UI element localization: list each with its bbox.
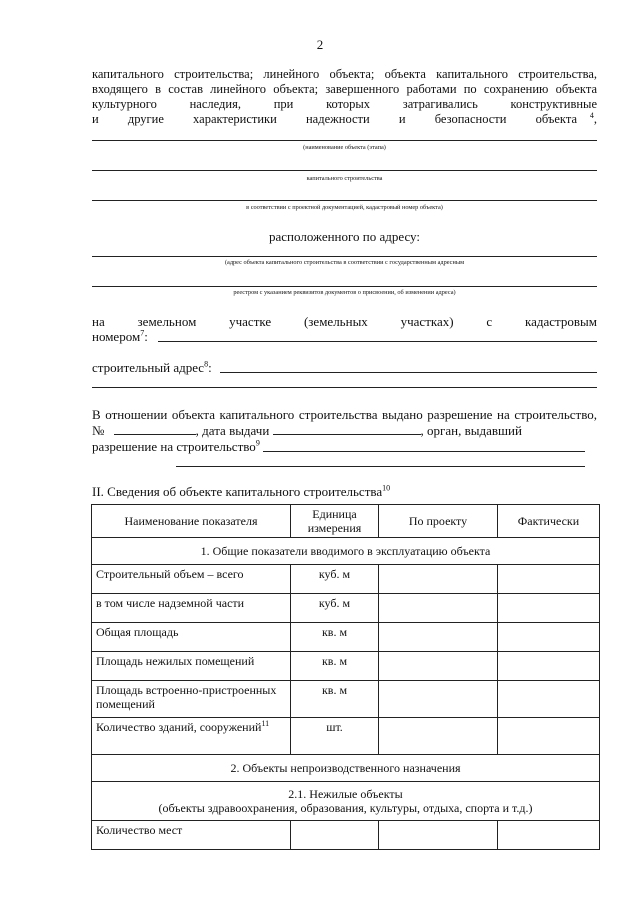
table-row xyxy=(92,594,600,623)
object-info-table xyxy=(91,504,600,850)
intro-line-1: капитального строительства; линейного объекта; объекта капитального строительства, xyxy=(92,67,597,81)
table-row xyxy=(92,681,600,718)
project-value-cell[interactable] xyxy=(379,652,498,681)
header-actual: Фактически xyxy=(498,505,600,538)
table-row xyxy=(92,565,600,594)
land-plot-label: номером xyxy=(92,329,141,344)
permit-issuer-field-2[interactable] xyxy=(176,466,585,467)
intro-line-4 xyxy=(92,112,597,127)
table-row xyxy=(92,652,600,681)
header-project: По проекту xyxy=(379,505,498,538)
page-number: 2 xyxy=(316,37,324,52)
construction-address: строительный адрес$^8$: xyxy=(92,359,212,375)
construction-address-field-2[interactable] xyxy=(92,387,597,388)
intro-line-2: входящего в состав линейного объекта; завершенного работами по сохранению объекта xyxy=(92,82,597,96)
actual-value-cell[interactable] xyxy=(498,821,600,850)
actual-value-cell[interactable] xyxy=(498,718,600,755)
cadastral-number-field[interactable] xyxy=(158,341,597,342)
project-value-cell[interactable] xyxy=(379,565,498,594)
row-unit: куб. м xyxy=(291,594,379,623)
intro-line-4-words xyxy=(92,112,577,127)
subsection-title: 2.1. Нежилые объекты xyxy=(288,787,403,801)
header-unit: Единица измерения xyxy=(291,505,379,538)
row-unit: куб. м xyxy=(291,565,379,594)
row-unit: кв. м xyxy=(291,652,379,681)
row-name: Количество зданий, сооружений$^{11}$ xyxy=(92,718,291,755)
caption-address-1: (адрес объекта капитального строительства в соответствии с государственным адресным xyxy=(224,259,465,266)
section-row-1 xyxy=(92,538,600,565)
section-2-heading: 2. Объекты непроизводственного назначения xyxy=(92,755,600,782)
table-row xyxy=(92,718,600,755)
actual-value-cell[interactable] xyxy=(498,623,600,652)
intro-line-3: культурного наследия, при которых затрагивались конструктивные xyxy=(92,97,597,111)
project-value-cell[interactable] xyxy=(379,681,498,718)
actual-value-cell[interactable] xyxy=(498,652,600,681)
caption-project-doc: в соответствии с проектной документацией, кадастровый номер объекта) xyxy=(246,204,443,211)
project-value-cell[interactable] xyxy=(379,718,498,755)
subsection-row xyxy=(92,782,600,821)
row-name: Общая площадь xyxy=(92,623,291,652)
intro-line-4-footnote: $^4$, xyxy=(589,110,597,126)
permit-issuer-label: разрешение на строительство xyxy=(92,439,256,454)
project-value-cell[interactable] xyxy=(379,594,498,623)
object-name-line-3[interactable] xyxy=(92,200,597,201)
permit-number-field[interactable] xyxy=(114,423,196,435)
permit-no-label: № xyxy=(92,423,105,438)
header-name: Наименование показателя xyxy=(92,505,291,538)
row-unit: шт. xyxy=(291,718,379,755)
section-2-title: II. Сведения об объекте капитального строительства$^{10}$ xyxy=(92,483,391,499)
address-line-2[interactable] xyxy=(92,286,597,287)
subsection-note: (объекты здравоохранения, образования, культуры, отдыха, спорта и т.д.) xyxy=(158,801,533,815)
actual-value-cell[interactable] xyxy=(498,681,600,718)
table-row xyxy=(92,821,600,850)
construction-address-label: строительный адрес xyxy=(92,360,205,375)
section-1-title: 1. Общие показатели вводимого в эксплуатацию объекта xyxy=(92,538,600,565)
subsection-heading xyxy=(92,782,600,821)
permit-issuer-field[interactable] xyxy=(263,451,585,452)
row-unit: кв. м xyxy=(291,681,379,718)
permit-date-label: , дата выдачи xyxy=(195,423,270,438)
object-name-line[interactable] xyxy=(92,140,597,141)
row-name: Количество мест xyxy=(92,821,291,850)
permit-line-1: В отношении объекта капитального строительства выдано разрешение на строительство, xyxy=(92,407,597,422)
caption-capital: капитального строительства xyxy=(306,175,383,182)
row-unit: кв. м xyxy=(291,623,379,652)
caption-object-name: (наименование объекта (этапа) xyxy=(303,144,386,151)
construction-address-field[interactable] xyxy=(220,372,597,373)
table-row xyxy=(92,623,600,652)
land-plot-line-1: на земельном участке (земельных участках) с кадастровым xyxy=(92,314,597,329)
row-name: Площадь встроенно-пристроенных помещений xyxy=(92,681,291,718)
intro-line-4-text: и другие характеристики надежности и безопасности объекта xyxy=(92,112,577,126)
permit-date-field[interactable] xyxy=(273,423,421,435)
project-value-cell[interactable] xyxy=(379,821,498,850)
row-name: Площадь нежилых помещений xyxy=(92,652,291,681)
permit-line-3: разрешение на строительство$^9$ xyxy=(92,438,260,454)
object-name-line-2[interactable] xyxy=(92,170,597,171)
located-at: расположенного по адресу: xyxy=(269,229,420,244)
permit-line-2 xyxy=(92,423,597,438)
row-unit xyxy=(291,821,379,850)
actual-value-cell[interactable] xyxy=(498,565,600,594)
project-value-cell[interactable] xyxy=(379,623,498,652)
caption-address-2: реестром с указанием реквизитов документов о присвоении, об изменении адреса) xyxy=(233,289,456,296)
actual-value-cell[interactable] xyxy=(498,594,600,623)
permit-organ-label: , орган, выдавший xyxy=(420,423,522,438)
row-name: Строительный объем – всего xyxy=(92,565,291,594)
row-name: в том числе надземной части xyxy=(92,594,291,623)
section-row-2 xyxy=(92,755,600,782)
address-line-1[interactable] xyxy=(92,256,597,257)
table-header xyxy=(92,505,600,538)
land-plot-line-2: номером$^7$: xyxy=(92,328,148,344)
